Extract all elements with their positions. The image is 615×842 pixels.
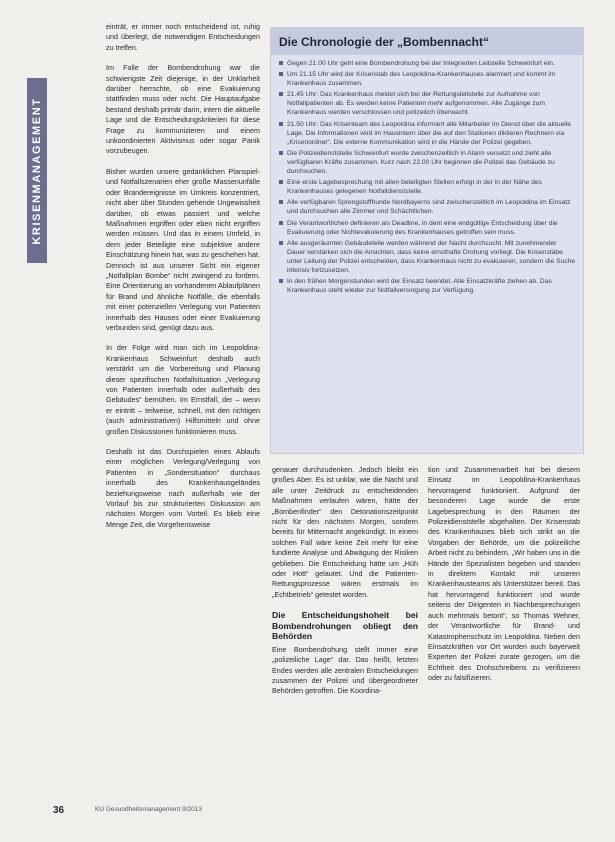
paragraph: In der Folge wird man sich im Leopoldina-Krankenhaus Schweinfurt deshalb auch verstärkt um die Vorbereitung und Planung dieser spezifischen Notfallsituation „Verlegung von Patienten innerhalb oder außerhalb des Gebäudes“ bemühen. Im Ernstfall, der – wenn er eintritt – teilweise, schnell, mit den richtigen (auch administrativen) Hilfsmitteln und ohne großen Diskussionen funktionieren muss.	[106, 343, 260, 436]
section-side-tab	[27, 78, 47, 263]
chronology-item: Alle verfügbaren Sprengstoffhunde Nordbayerns sind zwischenzeitlich im Leopoldina im Einsatz und durchsuchen alle Zimmer und Schächtlichen.	[279, 198, 576, 216]
chronology-list	[271, 55, 583, 295]
publication-footer: KU Gesundheitsmanagement 9/2013	[95, 806, 202, 813]
chronology-item: Eine erste Lagebesprechung mit allen beteiligten Stellen erfolgt in der in der Nähe des Krankenhauses gelegenen Notfalldienststelle.	[279, 178, 576, 196]
paragraph: einträt, er immer noch entscheidend ist, ruhig und überlegt, die notwendigen Entscheidungen zu treffen.	[106, 22, 260, 52]
chronology-item: 21.45 Uhr: Das Krankenhaus meldet sich bei der Rettungsleitstelle zur Aufnahme von Notfallpatienten ab. Es werden keine Patienten mehr aufgenommen. Alle Zugänge zum Krankenhaus werden verschlossen und polizeilich überwacht.	[279, 90, 576, 117]
paragraph: Bisher wurden unsere gedanklichen Planspiel- und Notfallszenarien eher große Massenunfälle oder Brandereignisse im Umkreis konzentriert, nicht aber über Stunden gehende Ungewissheit darüber, ob etwas passiert und welche Maßnahmen ergriffen oder eben nicht ergriffen werden müssen. Und das in einem Umfeld, in dem jeder Beteiligte eine subjektive andere Einschätzung hinein hat, was zu geschehen hat. Dennoch ist aus unserer Sicht ein eigener „Notfallplan Bombe“ nicht zwingend zu fordern. Eine Orientierung an vorhandenen Ablaufplänen für Brand und ähnliche Notfälle, die ebenfalls mit einer potenziellen Verlegung von Patienten innerhalb des Hauses oder einer Evakuierung verbunden sind, genügt dazu aus.	[106, 166, 260, 332]
section-label: KRISENMANAGEMENT	[31, 96, 43, 245]
chronology-item: In den frühen Morgenstunden wird der Einsatz beendet. Alle Einsatzkräfte ziehen ab. Das Krankenhaus steht wieder zur Notfallversorgung zur Verfügung.	[279, 277, 576, 295]
page-number: 36	[53, 805, 65, 816]
column-right	[428, 465, 580, 694]
paragraph: Deshalb ist das Durchspielen eines Ablaufs einer möglichen Verlegung/Verlegung von Patienten in „Sondersituation“ durchaus innerhalb des Krankenhausgeländes beziehungsweise nach außerhalb wie der Vorlauf bis zur strukturierten Diskussion am nächsten Morgen vom Vorteil. Es blieb eine Menge Zeit, die Vorgehensweise	[106, 447, 260, 529]
paragraph: tion und Zusammenarbeit hat bei diesem Einsatz im Leopoldina-Krankenhaus hervorragend funktioniert. Aufgrund der besonderen Lage wurde die erste Lagebesprechung in den Räumen der Polizeidienststelle abgehalten. Der Krisenstab des Krankenhauses blieb sich strikt an die Vorgaben der Behörde, um die polizeiliche Arbeit nicht zu behindern. „Wir haben uns in die Hände der Spezialisten begeben und standen in direktem Kontakt mit unseren Krankenhausteams als Unterstützer bereit. Das hat hervorragend funktioniert und wurde seitens der Dirigenten in Nachbesprechungen auch mehrmals betont“, so Thomas Wehner, der Verantwortliche für Brand- und Katastrophenschutz im Leopoldina. Neben den Einsatzkräften vor Ort wurden auch bayerweit Experten der Polizei zurate gezogen, um die Echtheit des Drohschreibens zu verifizieren oder zu falsifizieren.	[428, 465, 580, 683]
chronology-item: 21.50 Uhr: Das Krisenteam des Leopoldina informiert alle Mitarbeiter im Dienst über die aktuelle Lage. Die Informationen wird im Hausintern über die auf den Stationen diktieren Rechnern via „Krisenordner“. Die externe Kommunikation wird in die Hände der Polizei gegeben.	[279, 120, 576, 147]
section-heading: Die Entscheidungshoheit bei Bombendrohungen obliegt den Behörden	[272, 610, 418, 642]
chronology-title: Die Chronologie der „Bombennacht“	[271, 28, 583, 55]
paragraph: Im Falle der Bombendrohung war die schwierigste Zeit diejenige, in der Unklarheit darüber herrschte, ob eine Evakuierung stattfinden muss oder nicht. Die Hauptaufgabe bestand deshalb primär darin, intern die aktuelle Lage und die Entscheidungskriterien für diese Frage zu kommunizieren und einem unkoordinierten Aktivismus oder sogar Panik vorzubeugen.	[106, 63, 260, 156]
column-left	[106, 22, 260, 540]
chronology-item: Um 21.15 Uhr wird der Krisenstab des Leopoldina-Krankenhauses alarmiert und kommt im Krankenhaus zusammen.	[279, 70, 576, 88]
chronology-box	[270, 27, 584, 454]
chronology-item: Gegen 21.00 Uhr geht eine Bombendrohung bei der Integrierten Leitstelle Schweinfurt ein.	[279, 59, 576, 68]
paragraph: Eine Bombendrohung stellt immer eine „polizeiliche Lage“ dar. Das heißt, letzten Endes werden alle zentralen Entscheidungen zusammen der Polizei und übergeordneter Behörden getroffen. Die Koordina-	[272, 644, 418, 696]
chronology-item: Alle ausgeräumten Gebäudeteile werden während der Nacht durchsucht. Mit zunehmender Dauer verstärken sich die Ansichten, dass keine ernsthafte Drohung vorliegt. Die Krisenstäbe unter Leitung der Polizei entscheiden, dass Krankenhaus nicht zu evakuieren, sondern die Suche intensiv fortzusetzen.	[279, 239, 576, 275]
paragraph: genauer durchzudenken. Jedoch bleibt ein großes Aber. Es ist unklar, wie die Nacht und alle unter Zeitdruck zu entscheidenden Maßnahmen verlaufen wären, hätte der „Bombenfinder“ den Detonationszeitpunkt nicht für den nächsten Morgen, sondern bereits für Mitternacht angekündigt. In einem solchen Fall wäre keine Zeit mehr für eine fundierte Analyse und Abwägung der Risiken geblieben. Die Entscheidung hätte um „Hüh oder Hott“ gelautet. Und die Patienten-Rettungsprozesse wären erstmals im „Echtbetrieb“ getestet worden.	[272, 465, 418, 599]
chronology-item: Die Verantwortlichen definieren als Deadline, in dem eine endgültige Entscheidung über die Evakuierung oder Nichtevakuierung des Krankenhauses getroffen sein muss.	[279, 219, 576, 237]
column-middle	[272, 465, 418, 707]
chronology-item: Die Polizeidienststelle Schweinfurt wurde zwischenzeitlich in Alarm versetzt und zieht alle verfügbaren Kräfte zusammen. Kurz nach 22.00 Uhr beginnen die Polizei das Gebäude zu durchsuchen.	[279, 149, 576, 176]
